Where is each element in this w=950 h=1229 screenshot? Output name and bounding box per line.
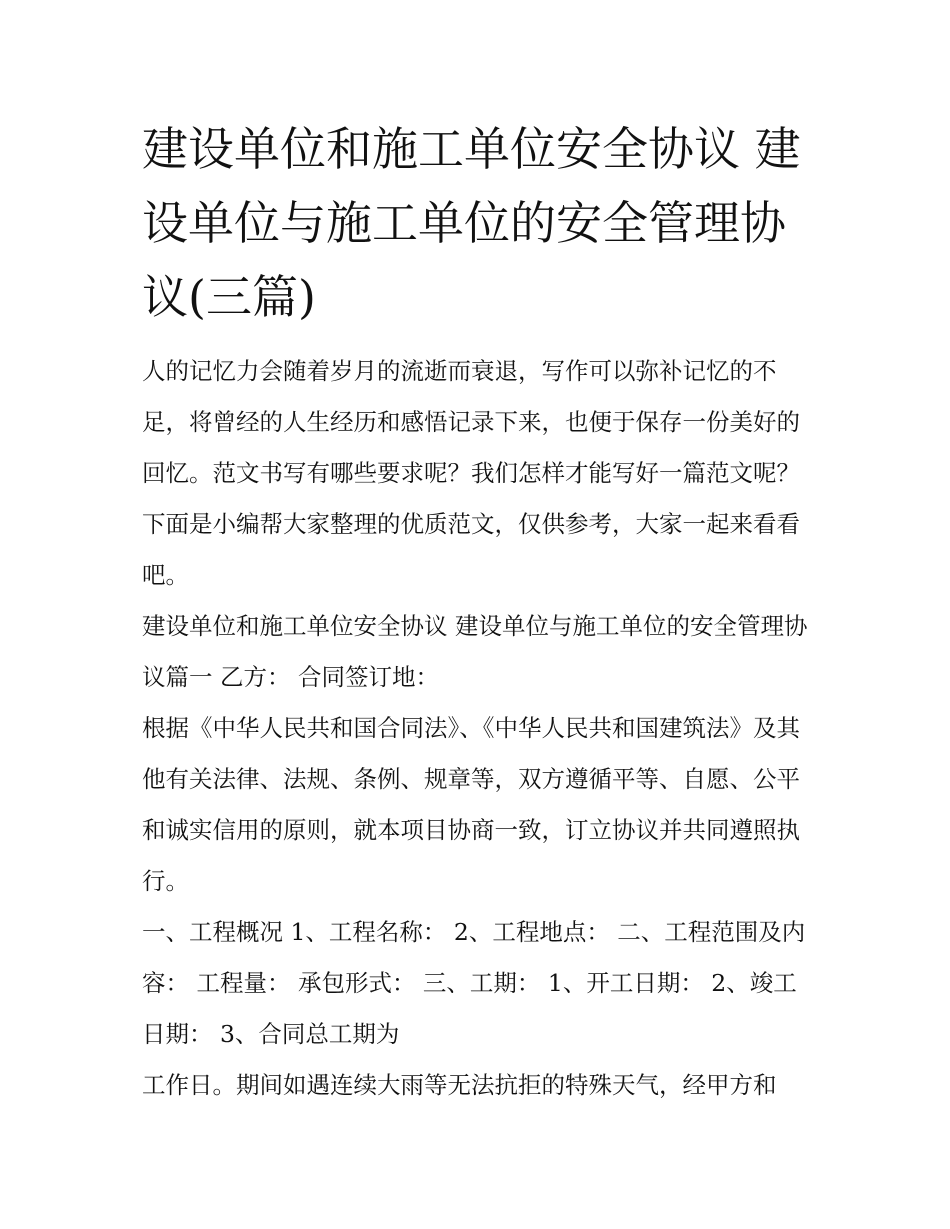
title-spacer [142,334,812,346]
document-content [142,112,812,1111]
paragraph-work-days: 工作日。期间如遇连续大雨等无法抗拒的特殊天气，经甲方和 [142,1071,777,1099]
paragraph-heading-part-one: 建设单位和施工单位安全协议 建设单位与施工单位的安全管理协议篇一 乙方： 合同签订地： [142,612,808,691]
paragraph-intro: 人的记忆力会随着岁月的流逝而衰退，写作可以弥补记忆的不足，将曾经的人生经历和感悟记录下来，也便于保存一份美好的回忆。范文书写有哪些要求呢？我们怎样才能写好一篇范文呢？下面是小编帮大家整理的优质范文，仅供参考，大家一起来看看吧。 [142,357,800,589]
paragraph-legal-basis: 根据《中华人民共和国合同法》、《中华人民共和国建筑法》及其他有关法律、法规、条例、规章等，双方遵循平等、自愿、公平和诚实信用的原则，就本项目协商一致，订立协议并共同遵照执行。 [142,714,800,895]
paragraph-project-overview: 一、工程概况 1、工程名称： 2、工程地点： 二、工程范围及内容： 工程量： 承包形式： 三、工期： 1、开工日期： 2、竣工日期： 3、合同总工期为 [142,918,806,1048]
document-title: 建设单位和施工单位安全协议 建设单位与施工单位的安全管理协议(三篇) [142,122,801,324]
